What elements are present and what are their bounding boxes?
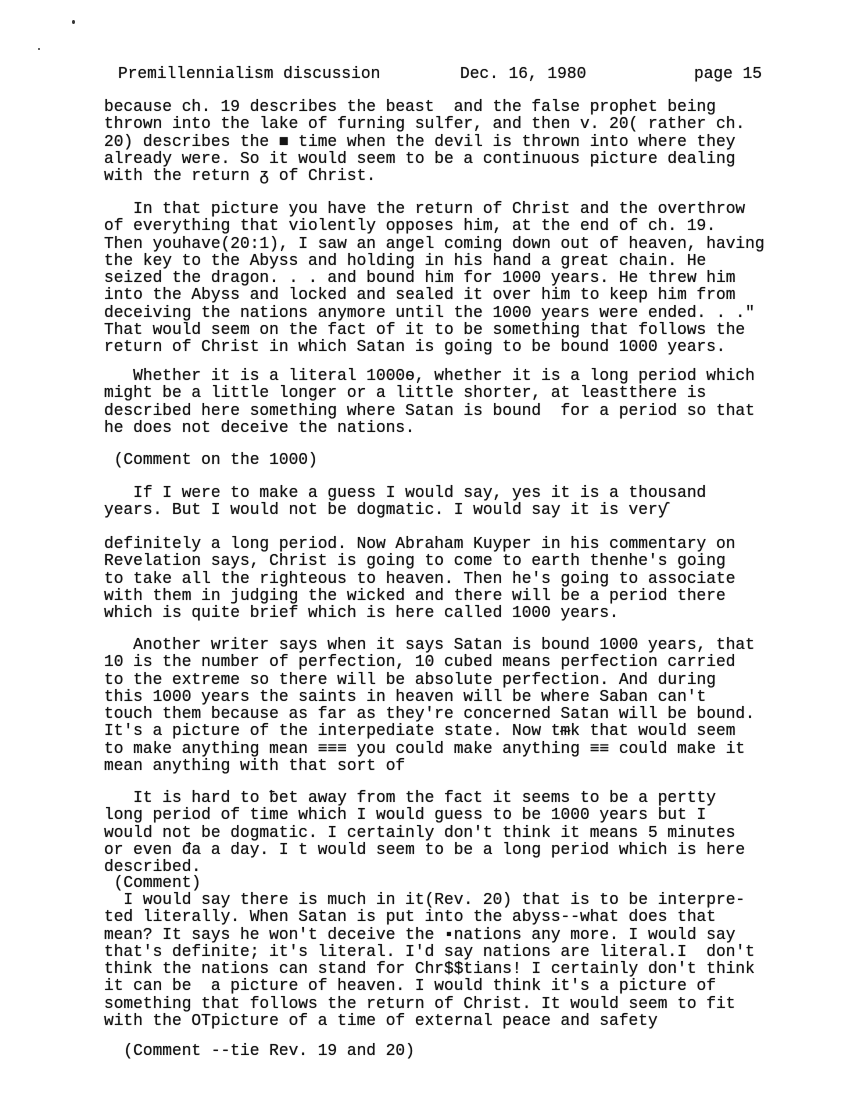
text-line: this 1000 years the saints in heaven will be where Saban can't xyxy=(104,687,707,706)
text-line: to the extreme so there will be absolute perfection. And during xyxy=(104,670,716,689)
text-line: I would say there is much in it(Rev. 20) that is to be interpre- xyxy=(104,891,746,909)
text-line: That would seem on the fact of it to be something that follows the xyxy=(104,321,746,340)
document-title: Premillennialism discussion xyxy=(118,65,381,83)
text-line: it can be a picture of heaven. I would think it's a picture of xyxy=(104,977,716,996)
text-line: which is quite brief which is here called 1000 years. xyxy=(104,604,619,623)
paragraph xyxy=(104,368,755,437)
text-line: with them in judging the wicked and there will be a period there xyxy=(104,586,726,605)
text-line: to take all the righteous to heaven. Then he's going to associate xyxy=(104,569,736,588)
scan-speck xyxy=(38,48,40,50)
text-line: long period of time which I would guess to be 1000 years but I xyxy=(104,806,707,825)
text-line: described. xyxy=(104,858,202,877)
text-line: years. But I would not be dogmatic. I would say it is verƴ xyxy=(104,501,668,520)
text-line: that's definite; it's literal. I'd say nations are literal.I don't xyxy=(104,942,755,961)
paragraph xyxy=(104,892,755,1030)
text-line: would not be dogmatic. I certainly don't think it means 5 minutes xyxy=(104,823,736,842)
text-line: into the Abyss and locked and sealed it over him to keep him from xyxy=(104,286,736,305)
text-line: 10 is the number of perfection, 10 cubed means perfection carried xyxy=(104,653,736,672)
text-line: Another writer says when it says Satan is bound 1000 years, that xyxy=(104,636,755,654)
text-line: Whether it is a literal 1000ѳ, whether it is a long period which xyxy=(104,367,755,385)
text-line: 20) describes the ■ time when the devil is thrown into where they xyxy=(104,132,736,151)
text-line: or even đa a day. I t would seem to be a long period which is here xyxy=(104,840,746,859)
comment-note xyxy=(104,1043,415,1060)
text-line: he does not deceive the nations. xyxy=(104,418,415,437)
paragraph xyxy=(104,99,745,185)
paragraph xyxy=(104,485,706,520)
text-line: mean anything with that sort of xyxy=(104,757,406,776)
text-line: It's a picture of the interpediate state. Now tᵯk that would seem xyxy=(104,722,736,741)
text-line: might be a little longer or a little shorter, at leastthere is xyxy=(104,384,707,403)
text-line: think the nations can stand for Chr$$tians! I certainly don't think xyxy=(104,960,755,979)
text-line: ted literally. When Satan is put into the abyss--what does that xyxy=(104,908,716,927)
text-line: definitely a long period. Now Abraham Kuyper in his commentary on xyxy=(104,535,736,553)
text-line: already were. So it would seem to be a continuous ҏicture dealing xyxy=(104,149,736,168)
text-line: the key to the Abyss and holding in his hand a great chain. He xyxy=(104,251,707,270)
comment-note xyxy=(104,875,201,892)
text-line: (Comment --tie Rev. 19 and 20) xyxy=(104,1042,415,1060)
text-line: It is hard to ƀet away from the fact it seems to be a pertty xyxy=(104,789,716,807)
paragraph xyxy=(104,790,745,876)
text-line: to make anything mean ≡≡≡ you could make anything ≡≡ could make it xyxy=(104,739,746,758)
paragraph xyxy=(104,201,765,357)
text-line: deceiving the nations anymore until the 1000 years were ended. . ." xyxy=(104,303,755,322)
text-line: described here something where Satan is bound for a period so that xyxy=(104,401,755,420)
text-line: something that follows the return of Christ. It would seem to fit xyxy=(104,994,736,1013)
text-line: touch them because as far as they're concerned Satan will be bound. xyxy=(104,705,755,724)
text-line: (Comment) xyxy=(104,874,202,892)
text-line: because ch. 19 describes the beast and the false prophet being xyxy=(104,98,716,116)
text-line: with the return ᵹ of Christ. xyxy=(104,167,376,186)
text-line: If I were to make a guess I would say, yes it is a thousand xyxy=(104,484,707,502)
text-line: Revelation says, Christ is going to come to earth thenhe's going xyxy=(104,552,726,571)
text-line: In that picture you have the return of Christ and the overthrow xyxy=(104,200,746,218)
text-line: mean? It says he won't deceive the ▪nations any more. I would say xyxy=(104,925,736,944)
text-line: (Comment on the 1000) xyxy=(104,451,318,469)
comment-note xyxy=(104,452,318,469)
paragraph xyxy=(104,637,755,775)
paragraph xyxy=(104,536,735,622)
text-line: return of Christ in which Satan is going to be bound 1000 years. xyxy=(104,338,726,357)
text-line: of everything that violently opposes him, at the end of ch. 19. xyxy=(104,217,716,236)
text-line: thrown into the lake of furning sulfer, and then v. 20( rather ch. xyxy=(104,115,746,134)
text-line: Then youhave(20:1), I saw an angel coming down out of heaven, having xyxy=(104,234,765,253)
page-number: page 15 xyxy=(694,65,762,83)
text-line: seized the dragon. . . and bound him for 1000 years. He threw him xyxy=(104,269,736,288)
document-date: Dec. 16, 1980 xyxy=(460,65,587,83)
scan-speck xyxy=(72,20,75,24)
text-line: with the OTpicture of a time of external peace and safety xyxy=(104,1012,658,1031)
